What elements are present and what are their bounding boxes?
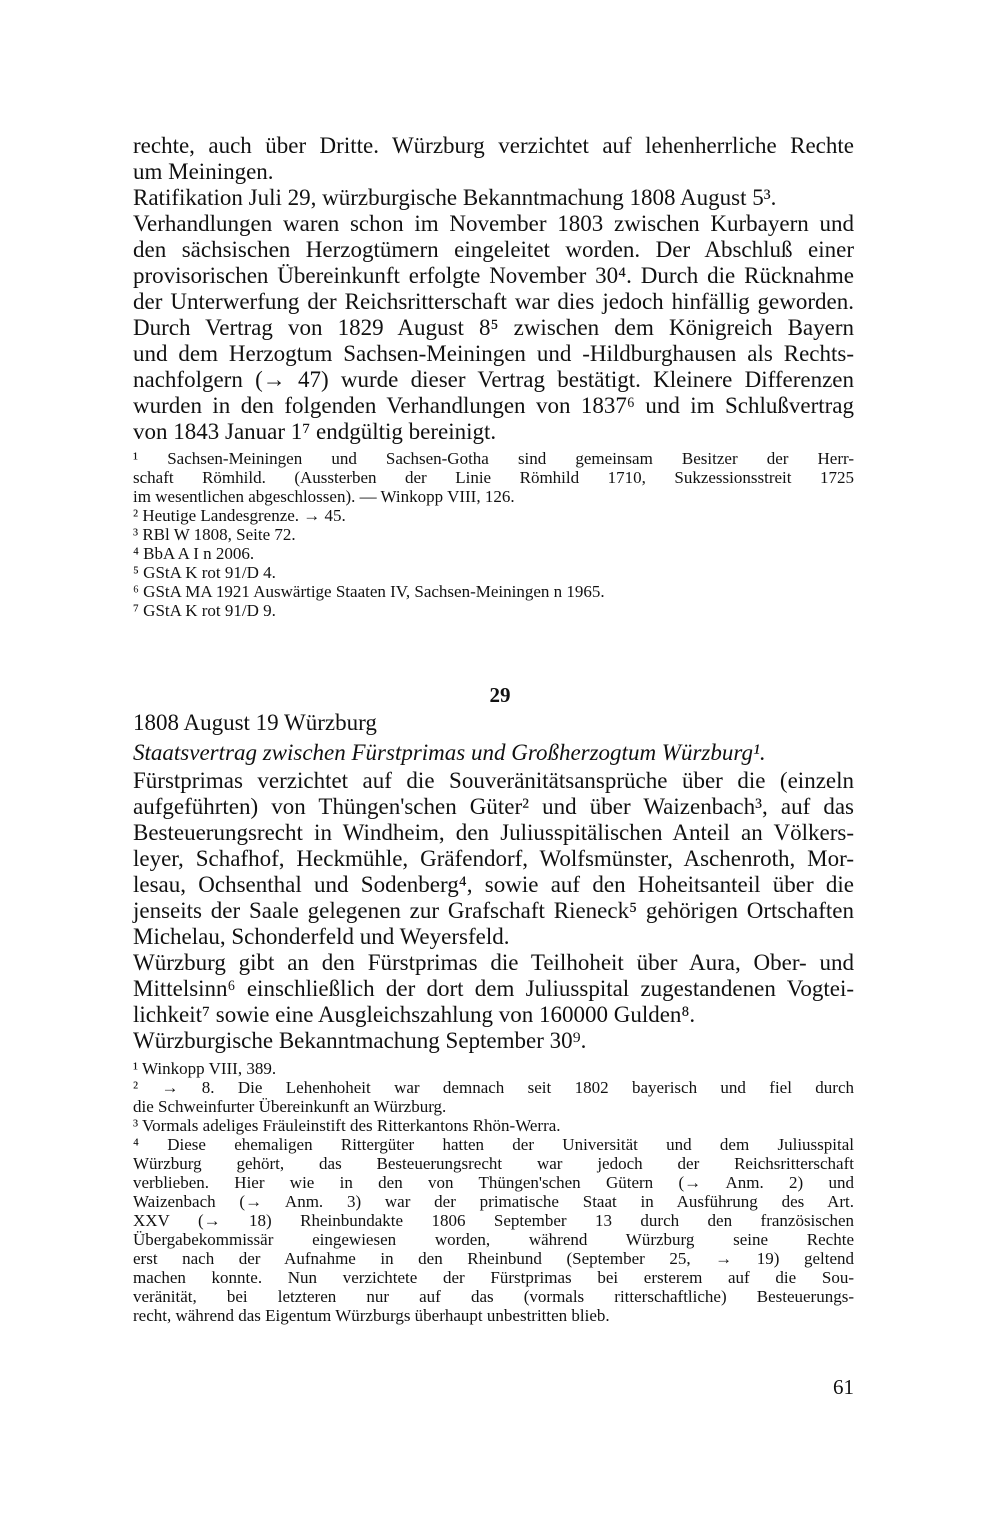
footnote-line: veränität, bei letzteren nur auf das (vormals ritterschaftliche) Besteuerungs-: [133, 1287, 854, 1306]
footnote-line: machen konnte. Nun verzichtete der Fürstprimas bei ersterem auf die Sou-: [133, 1268, 854, 1287]
footnote-line: ⁵ GStA K rot 91/D 4.: [133, 563, 276, 582]
body-line: lesau, Ochsenthal und Sodenberg⁴, sowie auf den Hoheitsanteil über die: [133, 872, 854, 897]
footnote-line: ⁴ BbA A I n 2006.: [133, 544, 255, 563]
page-number: 61: [833, 1375, 854, 1399]
body-line: wurden in den folgenden Verhandlungen von 1837⁶ und im Schlußvertrag: [133, 393, 854, 418]
body-line: von 1843 Januar 1⁷ endgültig bereinigt.: [133, 419, 497, 444]
body-line: Würzburgische Bekanntmachung September 30⁹.: [133, 1028, 587, 1053]
body-line: und dem Herzogtum Sachsen-Meiningen und -Hildburghausen als Rechts-: [133, 341, 854, 366]
section-number: 29: [489, 683, 511, 707]
body-line: Besteuerungsrecht in Windheim, den Juliusspitälischen Anteil an Völkers-: [133, 820, 854, 845]
body-line: Ratifikation Juli 29, würzburgische Bekanntmachung 1808 August 5³.: [133, 185, 777, 210]
body-line: nachfolgern (→ 47) wurde dieser Vertrag bestätigt. Kleinere Differenzen: [133, 367, 854, 392]
body-line: rechte, auch über Dritte. Würzburg verzichtet auf lehenherrliche Rechte: [133, 133, 854, 158]
footnote-line: schaft Römhild. (Aussterben der Linie Römhild 1710, Sukzessionsstreit 1725: [133, 468, 854, 487]
body-line: leyer, Schafhof, Heckmühle, Gräfendorf, Wolfsmünster, Aschenroth, Mor-: [133, 846, 854, 871]
footnote-line: ¹ Winkopp VIII, 389.: [133, 1059, 277, 1078]
body-line: Michelau, Schonderfeld und Weyersfeld.: [133, 924, 510, 949]
body-line: Würzburg gibt an den Fürstprimas die Teilhoheit über Aura, Ober- und: [133, 950, 854, 975]
footnote-line: ² Heutige Landesgrenze. → 45.: [133, 506, 346, 525]
footnote-line: Übergabekommissär eingewiesen worden, während Würzburg seine Rechte: [133, 1230, 854, 1249]
footnote-line: ⁷ GStA K rot 91/D 9.: [133, 601, 276, 620]
footnote-line: ¹ Sachsen-Meiningen und Sachsen-Gotha sind gemeinsam Besitzer der Herr-: [133, 449, 854, 468]
footnote-line: ³ Vormals adeliges Fräuleinstift des Ritterkantons Rhön-Werra.: [133, 1116, 561, 1135]
footnote-line: ⁶ GStA MA 1921 Auswärtige Staaten IV, Sachsen-Meiningen n 1965.: [133, 582, 605, 601]
footnote-line: die Schweinfurter Übereinkunft an Würzburg.: [133, 1097, 447, 1116]
body-line: Verhandlungen waren schon im November 1803 zwischen Kurbayern und: [133, 211, 854, 236]
footnote-line: erst nach der Aufnahme in den Rheinbund (September 25, → 19) geltend: [133, 1249, 854, 1268]
footnote-line: verblieben. Hier wie in den von Thüngen'schen Gütern (→ Anm. 2) und: [133, 1173, 854, 1192]
section-title: Staatsvertrag zwischen Fürstprimas und Großherzogtum Würzburg¹.: [133, 740, 766, 765]
body-line: den sächsischen Herzogtümern eingeleitet worden. Der Abschluß einer: [133, 237, 854, 262]
footnote-line: Waizenbach (→ Anm. 3) war der primatische Staat in Ausführung des Art.: [133, 1192, 854, 1211]
footnote-line: ⁴ Diese ehemaligen Rittergüter hatten der Universität und dem Juliusspital: [133, 1135, 854, 1154]
body-line: Fürstprimas verzichtet auf die Souveränitätsansprüche über die (einzeln: [133, 768, 854, 793]
footnote-line: recht, während das Eigentum Würzburgs überhaupt unbestritten blieb.: [133, 1306, 610, 1325]
footnote-line: XXV (→ 18) Rheinbundakte 1806 September 13 durch den französischen: [133, 1211, 854, 1230]
body-line: jenseits der Saale gelegenen zur Grafschaft Rieneck⁵ gehörigen Ortschaften: [133, 898, 854, 923]
body-line: um Meiningen.: [133, 159, 274, 184]
body-line: Durch Vertrag von 1829 August 8⁵ zwischen dem Königreich Bayern: [133, 315, 854, 340]
section-dateline: 1808 August 19 Würzburg: [133, 710, 377, 735]
footnote-line: Würzburg gehört, das Besteuerungsrecht war jedoch der Reichsritterschaft: [133, 1154, 854, 1173]
footnote-line: ² → 8. Die Lehenhoheit war demnach seit 1802 bayerisch und fiel durch: [133, 1078, 854, 1097]
body-line: aufgeführten) von Thüngen'schen Güter² und über Waizenbach³, auf das: [133, 794, 854, 819]
body-line: Mittelsinn⁶ einschließlich der dort dem Juliusspital zugestandenen Vogtei-: [133, 976, 854, 1001]
footnote-line: ³ RBl W 1808, Seite 72.: [133, 525, 296, 544]
footnote-line: im wesentlichen abgeschlossen). — Winkopp VIII, 126.: [133, 487, 515, 506]
body-line: lichkeit⁷ sowie eine Ausgleichszahlung von 160000 Gulden⁸.: [133, 1002, 696, 1027]
body-line: provisorischen Übereinkunft erfolgte November 30⁴. Durch die Rücknahme: [133, 263, 854, 288]
body-line: der Unterwerfung der Reichsritterschaft war dies jedoch hinfällig geworden.: [133, 289, 854, 314]
